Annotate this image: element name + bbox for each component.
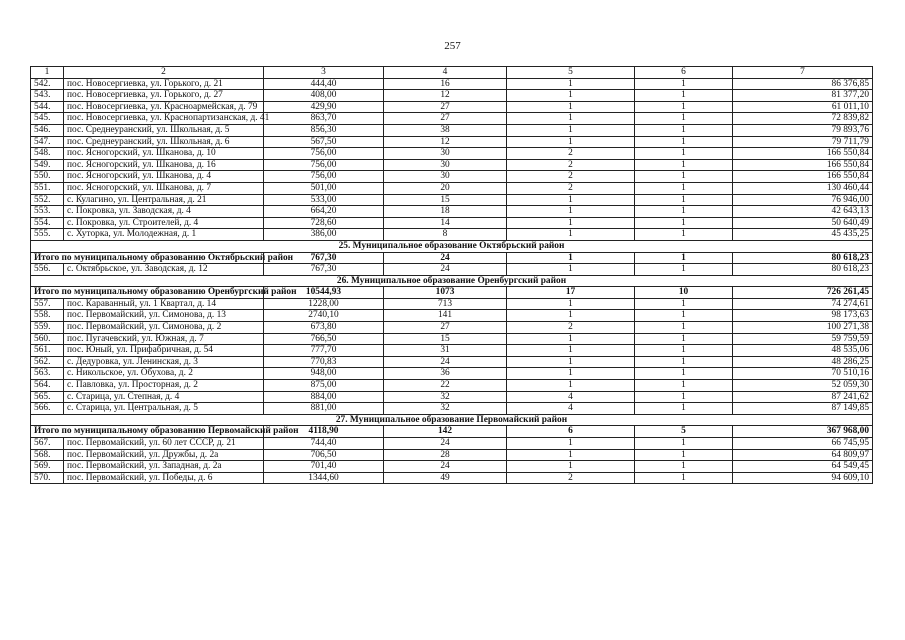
address-cell: с. Павловка, ул. Просторная, д. 2 bbox=[64, 380, 264, 392]
area-cell: 501,00 bbox=[264, 182, 384, 194]
col6-cell: 1 bbox=[635, 194, 733, 206]
table-row bbox=[31, 472, 873, 484]
col6-cell: 1 bbox=[635, 438, 733, 450]
amount-cell: 74 274,61 bbox=[733, 298, 873, 310]
col6-cell: 1 bbox=[635, 101, 733, 113]
total-count: 142 bbox=[384, 426, 507, 438]
total-col6: 1 bbox=[635, 252, 733, 264]
table-row bbox=[31, 182, 873, 194]
count-cell: 8 bbox=[384, 229, 507, 241]
col5-cell: 1 bbox=[507, 310, 635, 322]
col6-cell: 1 bbox=[635, 229, 733, 241]
register-table bbox=[30, 66, 873, 484]
col5-cell: 2 bbox=[507, 322, 635, 334]
total-col5: 17 bbox=[507, 287, 635, 299]
count-cell: 141 bbox=[384, 310, 507, 322]
table-row bbox=[31, 461, 873, 473]
amount-cell: 94 609,10 bbox=[733, 472, 873, 484]
count-cell: 49 bbox=[384, 472, 507, 484]
amount-cell: 166 550,84 bbox=[733, 159, 873, 171]
col6-cell: 1 bbox=[635, 368, 733, 380]
row-number: 561. bbox=[31, 345, 64, 357]
count-cell: 30 bbox=[384, 159, 507, 171]
address-cell: пос. Новосергиевка, ул. Красноармейская, д. 79 bbox=[64, 101, 264, 113]
amount-cell: 61 011,10 bbox=[733, 101, 873, 113]
table-row bbox=[31, 322, 873, 334]
col5-cell: 2 bbox=[507, 182, 635, 194]
area-cell: 756,00 bbox=[264, 148, 384, 160]
total-amount: 726 261,45 bbox=[733, 287, 873, 299]
count-cell: 20 bbox=[384, 182, 507, 194]
col6-cell: 1 bbox=[635, 322, 733, 334]
area-cell: 1344,60 bbox=[264, 472, 384, 484]
count-cell: 12 bbox=[384, 136, 507, 148]
area-cell: 875,00 bbox=[264, 380, 384, 392]
section-title: 27. Муниципальное образование Первомайский район bbox=[31, 414, 873, 426]
area-cell: 706,50 bbox=[264, 449, 384, 461]
address-cell: пос. Ясногорский, ул. Шканова, д. 10 bbox=[64, 148, 264, 160]
address-cell: пос. Караванный, ул. 1 Квартал, д. 14 bbox=[64, 298, 264, 310]
count-cell: 24 bbox=[384, 438, 507, 450]
count-cell: 30 bbox=[384, 171, 507, 183]
col5-cell: 1 bbox=[507, 461, 635, 473]
area-cell: 664,20 bbox=[264, 206, 384, 218]
address-cell: с. Старица, ул. Степная, д. 4 bbox=[64, 391, 264, 403]
total-row bbox=[31, 252, 873, 264]
amount-cell: 72 839,82 bbox=[733, 113, 873, 125]
address-cell: пос. Ясногорский, ул. Шканова, д. 16 bbox=[64, 159, 264, 171]
col6-cell: 1 bbox=[635, 264, 733, 276]
address-cell: пос. Первомайский, ул. Западная, д. 2а bbox=[64, 461, 264, 473]
section-title: 25. Муниципальное образование Октябрьский район bbox=[31, 240, 873, 252]
total-area: 4118,90 bbox=[264, 426, 384, 438]
col5-cell: 1 bbox=[507, 78, 635, 90]
count-cell: 22 bbox=[384, 380, 507, 392]
address-cell: пос. Среднеуранский, ул. Школьная, д. 6 bbox=[64, 136, 264, 148]
count-cell: 16 bbox=[384, 78, 507, 90]
table-row bbox=[31, 403, 873, 415]
count-cell: 15 bbox=[384, 194, 507, 206]
total-amount: 80 618,23 bbox=[733, 252, 873, 264]
total-col6: 5 bbox=[635, 426, 733, 438]
address-cell: пос. Новосергиевка, ул. Краснопартизанская, д. 41 bbox=[64, 113, 264, 125]
section-heading-row bbox=[31, 240, 873, 252]
area-cell: 408,00 bbox=[264, 90, 384, 102]
total-amount: 367 968,00 bbox=[733, 426, 873, 438]
total-col5: 6 bbox=[507, 426, 635, 438]
amount-cell: 52 059,30 bbox=[733, 380, 873, 392]
page-number: 257 bbox=[444, 40, 461, 52]
col5-cell: 2 bbox=[507, 472, 635, 484]
table-row bbox=[31, 345, 873, 357]
address-cell: пос. Новосергиевка, ул. Горького, д. 27 bbox=[64, 90, 264, 102]
address-cell: с. Кулагино, ул. Центральная, д. 21 bbox=[64, 194, 264, 206]
col5-cell: 1 bbox=[507, 101, 635, 113]
row-number: 559. bbox=[31, 322, 64, 334]
col6-cell: 1 bbox=[635, 391, 733, 403]
count-cell: 713 bbox=[384, 298, 507, 310]
col-header: 3 bbox=[264, 67, 384, 79]
total-col5: 1 bbox=[507, 252, 635, 264]
col6-cell: 1 bbox=[635, 403, 733, 415]
col5-cell: 1 bbox=[507, 438, 635, 450]
col-header: 2 bbox=[64, 67, 264, 79]
col5-cell: 1 bbox=[507, 449, 635, 461]
table-row bbox=[31, 449, 873, 461]
row-number: 556. bbox=[31, 264, 64, 276]
col-header: 7 bbox=[733, 67, 873, 79]
area-cell: 567,50 bbox=[264, 136, 384, 148]
count-cell: 27 bbox=[384, 113, 507, 125]
row-number: 567. bbox=[31, 438, 64, 450]
col6-cell: 1 bbox=[635, 148, 733, 160]
table-row bbox=[31, 78, 873, 90]
address-cell: пос. Ясногорский, ул. Шканова, д. 4 bbox=[64, 171, 264, 183]
total-count: 1073 bbox=[384, 287, 507, 299]
amount-cell: 66 745,95 bbox=[733, 438, 873, 450]
amount-cell: 80 618,23 bbox=[733, 264, 873, 276]
total-col6: 10 bbox=[635, 287, 733, 299]
address-cell: с. Никольское, ул. Обухова, д. 2 bbox=[64, 368, 264, 380]
amount-cell: 59 759,59 bbox=[733, 333, 873, 345]
col5-cell: 1 bbox=[507, 368, 635, 380]
amount-cell: 87 149,85 bbox=[733, 403, 873, 415]
area-cell: 884,00 bbox=[264, 391, 384, 403]
col5-cell: 1 bbox=[507, 206, 635, 218]
col-header: 6 bbox=[635, 67, 733, 79]
address-cell: с. Октябрьское, ул. Заводская, д. 12 bbox=[64, 264, 264, 276]
col6-cell: 1 bbox=[635, 310, 733, 322]
total-area: 10544,93 bbox=[264, 287, 384, 299]
amount-cell: 98 173,63 bbox=[733, 310, 873, 322]
count-cell: 27 bbox=[384, 101, 507, 113]
amount-cell: 76 946,00 bbox=[733, 194, 873, 206]
total-row bbox=[31, 287, 873, 299]
col5-cell: 2 bbox=[507, 159, 635, 171]
table-row bbox=[31, 124, 873, 136]
address-cell: с. Старица, ул. Центральная, д. 5 bbox=[64, 403, 264, 415]
address-cell: пос. Ясногорский, ул. Шканова, д. 7 bbox=[64, 182, 264, 194]
col6-cell: 1 bbox=[635, 345, 733, 357]
row-number: 545. bbox=[31, 113, 64, 125]
table-row bbox=[31, 206, 873, 218]
table-row bbox=[31, 391, 873, 403]
address-cell: пос. Первомайский, ул. 60 лет СССР, д. 21 bbox=[64, 438, 264, 450]
row-number: 554. bbox=[31, 217, 64, 229]
row-number: 564. bbox=[31, 380, 64, 392]
table-row bbox=[31, 380, 873, 392]
area-cell: 948,00 bbox=[264, 368, 384, 380]
count-cell: 36 bbox=[384, 368, 507, 380]
area-cell: 770,83 bbox=[264, 356, 384, 368]
address-cell: пос. Первомайский, ул. Дружбы, д. 2а bbox=[64, 449, 264, 461]
col6-cell: 1 bbox=[635, 206, 733, 218]
area-cell: 728,60 bbox=[264, 217, 384, 229]
total-area: 767,30 bbox=[264, 252, 384, 264]
row-number: 565. bbox=[31, 391, 64, 403]
col6-cell: 1 bbox=[635, 217, 733, 229]
area-cell: 533,00 bbox=[264, 194, 384, 206]
amount-cell: 42 643,13 bbox=[733, 206, 873, 218]
area-cell: 756,00 bbox=[264, 159, 384, 171]
col6-cell: 1 bbox=[635, 461, 733, 473]
count-cell: 31 bbox=[384, 345, 507, 357]
row-number: 543. bbox=[31, 90, 64, 102]
amount-cell: 87 241,62 bbox=[733, 391, 873, 403]
col6-cell: 1 bbox=[635, 472, 733, 484]
count-cell: 27 bbox=[384, 322, 507, 334]
table-row bbox=[31, 194, 873, 206]
amount-cell: 81 377,20 bbox=[733, 90, 873, 102]
row-number: 569. bbox=[31, 461, 64, 473]
amount-cell: 79 711,79 bbox=[733, 136, 873, 148]
col5-cell: 1 bbox=[507, 356, 635, 368]
row-number: 566. bbox=[31, 403, 64, 415]
amount-cell: 45 435,25 bbox=[733, 229, 873, 241]
address-cell: пос. Пугачевский, ул. Южная, д. 7 bbox=[64, 333, 264, 345]
count-cell: 12 bbox=[384, 90, 507, 102]
area-cell: 2740,10 bbox=[264, 310, 384, 322]
col5-cell: 1 bbox=[507, 136, 635, 148]
table-row bbox=[31, 368, 873, 380]
section-heading-row bbox=[31, 414, 873, 426]
table-row bbox=[31, 298, 873, 310]
address-cell: пос. Первомайский, ул. Победы, д. 6 bbox=[64, 472, 264, 484]
area-cell: 444,40 bbox=[264, 78, 384, 90]
row-number: 558. bbox=[31, 310, 64, 322]
total-label: Итого по муниципальному образованию Первомайский район bbox=[31, 426, 264, 438]
total-label: Итого по муниципальному образованию Оренбургский район bbox=[31, 287, 264, 299]
section-title: 26. Муниципальное образование Оренбургский район bbox=[31, 275, 873, 287]
amount-cell: 79 893,76 bbox=[733, 124, 873, 136]
area-cell: 429,90 bbox=[264, 101, 384, 113]
col6-cell: 1 bbox=[635, 380, 733, 392]
amount-cell: 50 640,49 bbox=[733, 217, 873, 229]
count-cell: 24 bbox=[384, 264, 507, 276]
amount-cell: 166 550,84 bbox=[733, 148, 873, 160]
amount-cell: 100 271,38 bbox=[733, 322, 873, 334]
row-number: 549. bbox=[31, 159, 64, 171]
header-row bbox=[31, 67, 873, 79]
count-cell: 32 bbox=[384, 391, 507, 403]
col5-cell: 4 bbox=[507, 403, 635, 415]
area-cell: 777,70 bbox=[264, 345, 384, 357]
row-number: 544. bbox=[31, 101, 64, 113]
address-cell: с. Дедуровка, ул. Ленинская, д. 3 bbox=[64, 356, 264, 368]
amount-cell: 64 549,45 bbox=[733, 461, 873, 473]
table-row bbox=[31, 356, 873, 368]
col5-cell: 1 bbox=[507, 90, 635, 102]
area-cell: 881,00 bbox=[264, 403, 384, 415]
count-cell: 32 bbox=[384, 403, 507, 415]
col5-cell: 4 bbox=[507, 391, 635, 403]
count-cell: 18 bbox=[384, 206, 507, 218]
table-row bbox=[31, 101, 873, 113]
row-number: 542. bbox=[31, 78, 64, 90]
total-count: 24 bbox=[384, 252, 507, 264]
row-number: 570. bbox=[31, 472, 64, 484]
area-cell: 744,40 bbox=[264, 438, 384, 450]
address-cell: пос. Новосергиевка, ул. Горького, д. 21 bbox=[64, 78, 264, 90]
count-cell: 30 bbox=[384, 148, 507, 160]
row-number: 550. bbox=[31, 171, 64, 183]
col5-cell: 1 bbox=[507, 124, 635, 136]
col6-cell: 1 bbox=[635, 136, 733, 148]
total-row bbox=[31, 426, 873, 438]
col-header: 4 bbox=[384, 67, 507, 79]
address-cell: пос. Юный, ул. Прифабричная, д. 54 bbox=[64, 345, 264, 357]
address-cell: с. Хуторка, ул. Молодежная, д. 1 bbox=[64, 229, 264, 241]
col5-cell: 1 bbox=[507, 345, 635, 357]
row-number: 553. bbox=[31, 206, 64, 218]
col6-cell: 1 bbox=[635, 356, 733, 368]
table-row bbox=[31, 264, 873, 276]
total-label: Итого по муниципальному образованию Октябрьский район bbox=[31, 252, 264, 264]
row-number: 555. bbox=[31, 229, 64, 241]
col5-cell: 1 bbox=[507, 217, 635, 229]
table-row bbox=[31, 310, 873, 322]
count-cell: 38 bbox=[384, 124, 507, 136]
address-cell: пос. Среднеуранский, ул. Школьная, д. 5 bbox=[64, 124, 264, 136]
address-cell: пос. Первомайский, ул. Симонова, д. 13 bbox=[64, 310, 264, 322]
col5-cell: 1 bbox=[507, 380, 635, 392]
area-cell: 766,50 bbox=[264, 333, 384, 345]
col5-cell: 2 bbox=[507, 171, 635, 183]
address-cell: с. Покровка, ул. Заводская, д. 4 bbox=[64, 206, 264, 218]
table-row bbox=[31, 113, 873, 125]
col5-cell: 1 bbox=[507, 229, 635, 241]
area-cell: 386,00 bbox=[264, 229, 384, 241]
amount-cell: 86 376,85 bbox=[733, 78, 873, 90]
col5-cell: 1 bbox=[507, 333, 635, 345]
address-cell: с. Покровка, ул. Строителей, д. 4 bbox=[64, 217, 264, 229]
amount-cell: 130 460,44 bbox=[733, 182, 873, 194]
col5-cell: 2 bbox=[507, 148, 635, 160]
row-number: 563. bbox=[31, 368, 64, 380]
col5-cell: 1 bbox=[507, 264, 635, 276]
count-cell: 28 bbox=[384, 449, 507, 461]
col6-cell: 1 bbox=[635, 113, 733, 125]
count-cell: 14 bbox=[384, 217, 507, 229]
col6-cell: 1 bbox=[635, 182, 733, 194]
amount-cell: 48 535,06 bbox=[733, 345, 873, 357]
table-row bbox=[31, 171, 873, 183]
count-cell: 15 bbox=[384, 333, 507, 345]
table-row bbox=[31, 333, 873, 345]
table-row bbox=[31, 438, 873, 450]
row-number: 552. bbox=[31, 194, 64, 206]
area-cell: 756,00 bbox=[264, 171, 384, 183]
col6-cell: 1 bbox=[635, 159, 733, 171]
table-row bbox=[31, 229, 873, 241]
col6-cell: 1 bbox=[635, 124, 733, 136]
table-row bbox=[31, 136, 873, 148]
col5-cell: 1 bbox=[507, 298, 635, 310]
col-header: 5 bbox=[507, 67, 635, 79]
table-row bbox=[31, 90, 873, 102]
row-number: 546. bbox=[31, 124, 64, 136]
row-number: 560. bbox=[31, 333, 64, 345]
row-number: 551. bbox=[31, 182, 64, 194]
row-number: 547. bbox=[31, 136, 64, 148]
amount-cell: 166 550,84 bbox=[733, 171, 873, 183]
amount-cell: 64 809,97 bbox=[733, 449, 873, 461]
col6-cell: 1 bbox=[635, 449, 733, 461]
area-cell: 856,30 bbox=[264, 124, 384, 136]
row-number: 562. bbox=[31, 356, 64, 368]
col6-cell: 1 bbox=[635, 78, 733, 90]
col6-cell: 1 bbox=[635, 90, 733, 102]
table-row bbox=[31, 159, 873, 171]
area-cell: 673,80 bbox=[264, 322, 384, 334]
col5-cell: 1 bbox=[507, 113, 635, 125]
table-row bbox=[31, 217, 873, 229]
table-row bbox=[31, 148, 873, 160]
section-heading-row bbox=[31, 275, 873, 287]
row-number: 548. bbox=[31, 148, 64, 160]
row-number: 568. bbox=[31, 449, 64, 461]
count-cell: 24 bbox=[384, 461, 507, 473]
amount-cell: 48 286,25 bbox=[733, 356, 873, 368]
amount-cell: 70 510,16 bbox=[733, 368, 873, 380]
area-cell: 767,30 bbox=[264, 264, 384, 276]
count-cell: 24 bbox=[384, 356, 507, 368]
address-cell: пос. Первомайский, ул. Симонова, д. 2 bbox=[64, 322, 264, 334]
col5-cell: 1 bbox=[507, 194, 635, 206]
area-cell: 701,40 bbox=[264, 461, 384, 473]
col-header: 1 bbox=[31, 67, 64, 79]
row-number: 557. bbox=[31, 298, 64, 310]
area-cell: 863,70 bbox=[264, 113, 384, 125]
col6-cell: 1 bbox=[635, 298, 733, 310]
area-cell: 1228,00 bbox=[264, 298, 384, 310]
col6-cell: 1 bbox=[635, 171, 733, 183]
col6-cell: 1 bbox=[635, 333, 733, 345]
